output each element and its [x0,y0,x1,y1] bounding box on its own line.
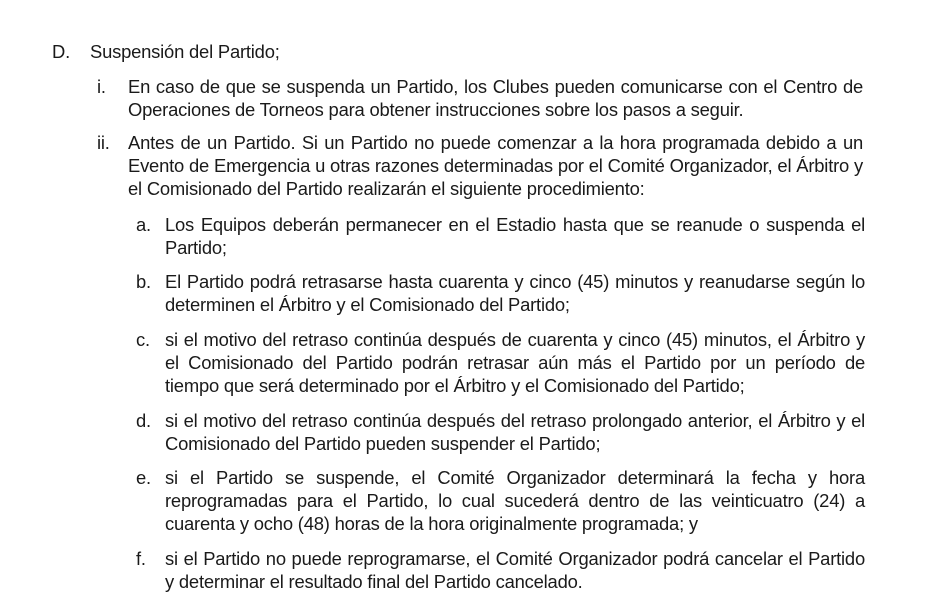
sublist-item-text: si el motivo del retraso continúa después de cuarenta y cinco (45) minutos, el Árbitro y el Comisionado del Partido podrán retrasar aún más el Partido por un período de tiempo que será determinado por el Árbitro y el Comisionado del Partido; [165,329,865,396]
list-item-text: En caso de que se suspenda un Partido, los Clubes pueden comunicarse con el Centro de Operaciones de Torneos para obtener instrucciones sobre los pasos a seguir. [128,76,863,120]
list-marker: i. [97,76,106,97]
list-item-ii [97,131,863,200]
sublist-item-text: si el motivo del retraso continúa después del retraso prolongado anterior, el Árbitro y el Comisionado del Partido pueden suspender el Partido; [165,410,865,454]
sublist-marker: a. [136,214,151,235]
sublist-item-f [136,547,865,593]
list-item-i [97,75,863,121]
sublist-item-a [136,213,865,259]
sublist-item-text: si el Partido no puede reprogramarse, el Comité Organizador podrá cancelar el Partido y determinar el resultado final del Partido cancelado. [165,548,865,592]
section-marker: D. [52,41,70,62]
sublist-item-c [136,328,865,397]
list-item-text: Antes de un Partido. Si un Partido no puede comenzar a la hora programada debido a un Evento de Emergencia u otras razones determinadas por el Comité Organizador, el Árbitro y el Comisionado del Partido realizarán el siguiente procedimiento: [128,132,863,199]
sublist-item-d [136,409,865,455]
sublist-item-text: Los Equipos deberán permanecer en el Estadio hasta que se reanude o suspenda el Partido; [165,214,865,258]
sublist-marker: b. [136,271,151,292]
section-title: Suspensión del Partido; [90,41,280,62]
section-heading [52,40,790,63]
sublist-marker: d. [136,410,151,431]
sublist-marker: c. [136,329,150,350]
sublist-marker: e. [136,467,151,488]
sublist-item-e [136,466,865,535]
sublist-item-b [136,270,865,316]
sublist-item-text: si el Partido se suspende, el Comité Organizador determinará la fecha y hora reprogramadas para el Partido, lo cual sucederá dentro de las veinticuatro (24) a cuarenta y ocho (48) horas de la hora originalmente programada; y [165,467,865,534]
sublist-marker: f. [136,548,146,569]
list-marker: ii. [97,132,110,153]
sublist-item-text: El Partido podrá retrasarse hasta cuarenta y cinco (45) minutos y reanudarse según lo determinen el Árbitro y el Comisionado del Partido; [165,271,865,315]
